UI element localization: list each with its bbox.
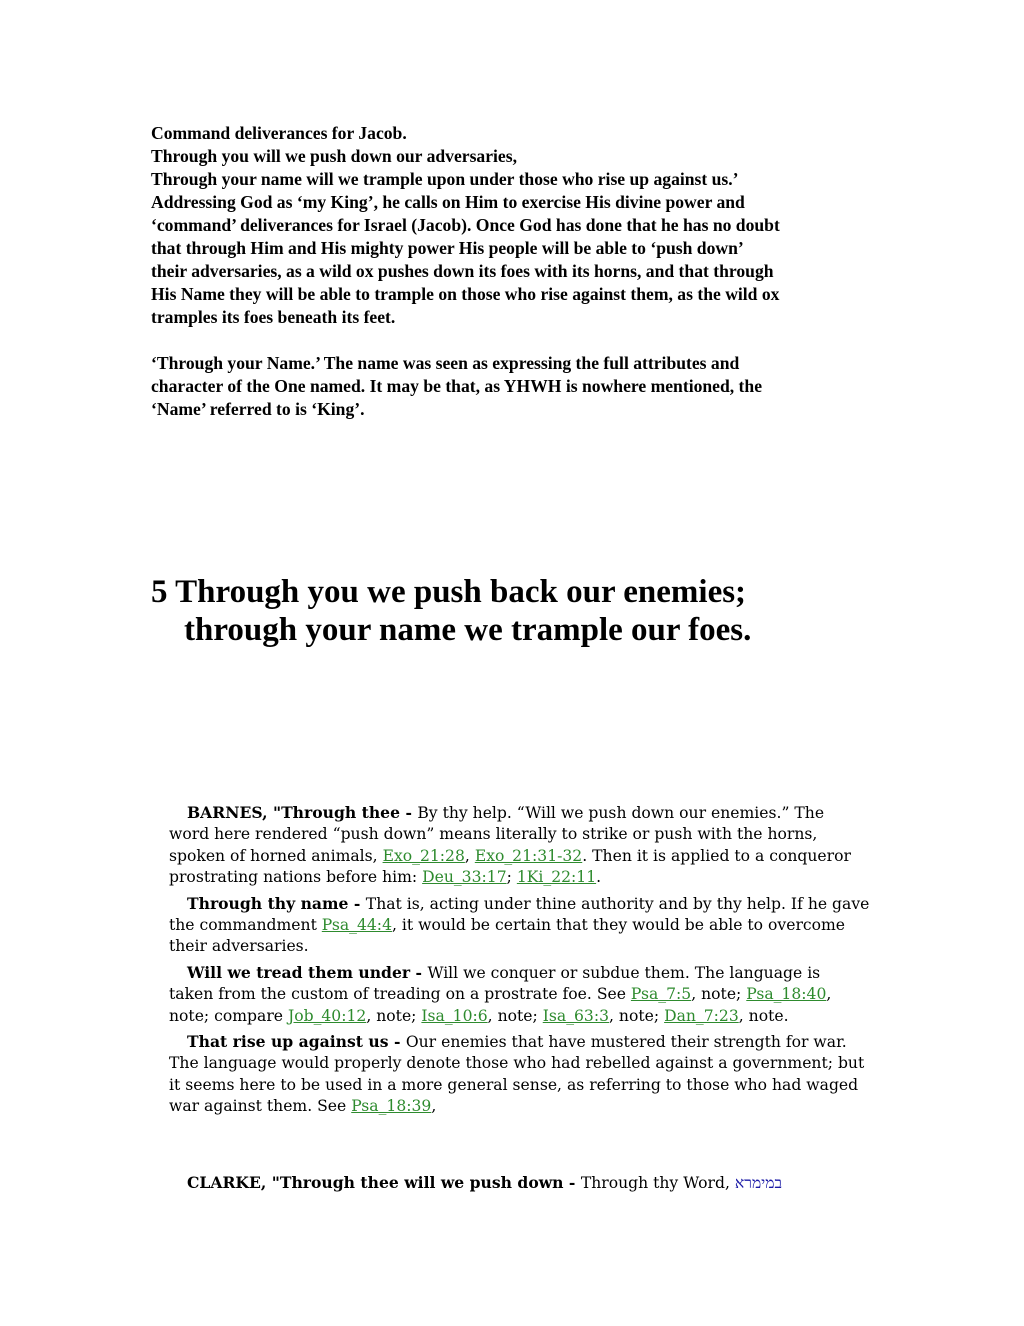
text-line: Through your name will we trample upon under those who rise up against us.’ [151,169,739,189]
barnes-commentary [151,802,881,1122]
text-line [151,1096,881,1117]
text-span: . [596,868,602,887]
scripture-link[interactable]: Psa_44:4 [321,916,392,935]
barnes-paragraph-3 [151,962,881,1027]
text-line [151,867,881,888]
text-line [151,984,881,1005]
scripture-link[interactable]: Psa_7:5 [630,985,692,1004]
text-span: note; compare [169,1006,288,1025]
text-line: character of the One named. It may be that, as YHWH is nowhere mentioned, the [151,376,763,396]
verse-line-2: through your name we trample our foes. [184,612,752,648]
text-span: the commandment [169,916,322,935]
text-span: , [431,1097,437,1116]
commentary-heading: That rise up against us - [187,1032,406,1052]
text-line: The language would properly denote those who had rebelled against a government; but [169,1054,865,1073]
text-span: , note; [691,985,747,1004]
scripture-link[interactable]: Psa_18:39 [351,1097,432,1116]
commentary-heading: Through thy name - [187,893,366,913]
scripture-link[interactable]: Isa_63:3 [542,1006,610,1025]
text-line [151,846,881,867]
text-span: taken from the custom of treading on a prostrate foe. See [169,985,631,1004]
text-span: spoken of horned animals, [169,846,383,865]
commentary-heading: CLARKE, "Through thee will we push down - [187,1173,581,1192]
text-line: His Name they will be able to trample on those who rise against them, as the wild ox [151,284,780,304]
text-line: it seems here to be used in a more general sense, as referring to those who had waged [169,1075,859,1094]
scripture-link[interactable]: Psa_18:40 [746,985,827,1004]
text-span: prostrating nations before him: [169,868,423,887]
text-line: ‘Name’ referred to is ‘King’. [151,399,365,419]
clarke-commentary [151,1172,881,1198]
scripture-link[interactable]: Isa_10:6 [421,1006,488,1025]
text-span: , note; [609,1006,665,1025]
barnes-paragraph-4 [151,1031,881,1118]
verse-heading [151,573,911,649]
text-line: ‘command’ deliverances for Israel (Jacob). Once God has done that he has no doubt [151,215,780,235]
clarke-paragraph-1 [151,1172,881,1194]
text-span: Will we conquer or subdue them. The language is [427,963,821,982]
text-span: , [826,985,832,1004]
text-line: that through Him and His mighty power His people will be able to ‘push down’ [151,238,744,258]
text-line [151,1172,881,1194]
text-span: Through thy Word, [580,1174,735,1192]
text-span: That is, acting under thine authority and by thy help. If he gave [365,894,870,913]
text-span: , note; [487,1006,543,1025]
scripture-link[interactable]: Job_40:12 [287,1006,367,1025]
text-span: , note; [366,1006,422,1025]
text-span: , note. [738,1006,789,1025]
paragraph-spacer [151,329,881,352]
verse-line-1: 5 Through you we push back our enemies; [151,574,747,610]
text-line: Through you will we push down our adversaries, [151,146,517,166]
commentary-heading: BARNES, "Through thee - [187,803,418,822]
barnes-paragraph-2 [151,893,881,958]
text-line [151,893,881,915]
barnes-paragraph-1 [151,802,881,889]
text-span: , it would be certain that they would be able to overcome [391,916,846,935]
text-line: Command deliverances for Jacob. [151,123,407,143]
text-span: , [464,846,475,865]
scripture-link[interactable]: 1Ki_22:11 [516,868,597,887]
text-span: By thy help. “Will we push down our enemies.” The [417,804,825,822]
text-span: war against them. See [169,1097,352,1116]
text-line: their adversaries, as a wild ox pushes down its foes with its horns, and that through [151,261,774,281]
text-line: tramples its foes beneath its feet. [151,307,396,327]
text-line: their adversaries. [169,937,309,956]
scripture-link[interactable]: Dan_7:23 [664,1006,739,1025]
commentary-intro [151,122,881,421]
text-line [151,915,881,936]
scripture-link[interactable]: Exo_21:28 [382,846,465,865]
text-line [151,802,881,824]
text-span: ; [506,868,517,887]
hebrew-word: במימרא [734,1174,783,1192]
commentary-heading: Will we tread them under - [187,962,428,982]
text-line: ‘Through your Name.’ The name was seen as expressing the full attributes and [151,353,740,373]
text-span: Our enemies that have mustered their strength for war. [405,1033,847,1052]
text-line [151,1031,881,1053]
text-line: word here rendered “push down” means literally to strike or push with the horns, [169,825,818,844]
scripture-link[interactable]: Exo_21:31-32 [474,846,583,865]
scripture-link[interactable]: Deu_33:17 [422,868,507,887]
text-line [151,962,881,984]
text-line [151,1006,881,1027]
text-line: Addressing God as ‘my King’, he calls on Him to exercise His divine power and [151,192,745,212]
text-span: . Then it is applied to a conqueror [582,846,851,865]
